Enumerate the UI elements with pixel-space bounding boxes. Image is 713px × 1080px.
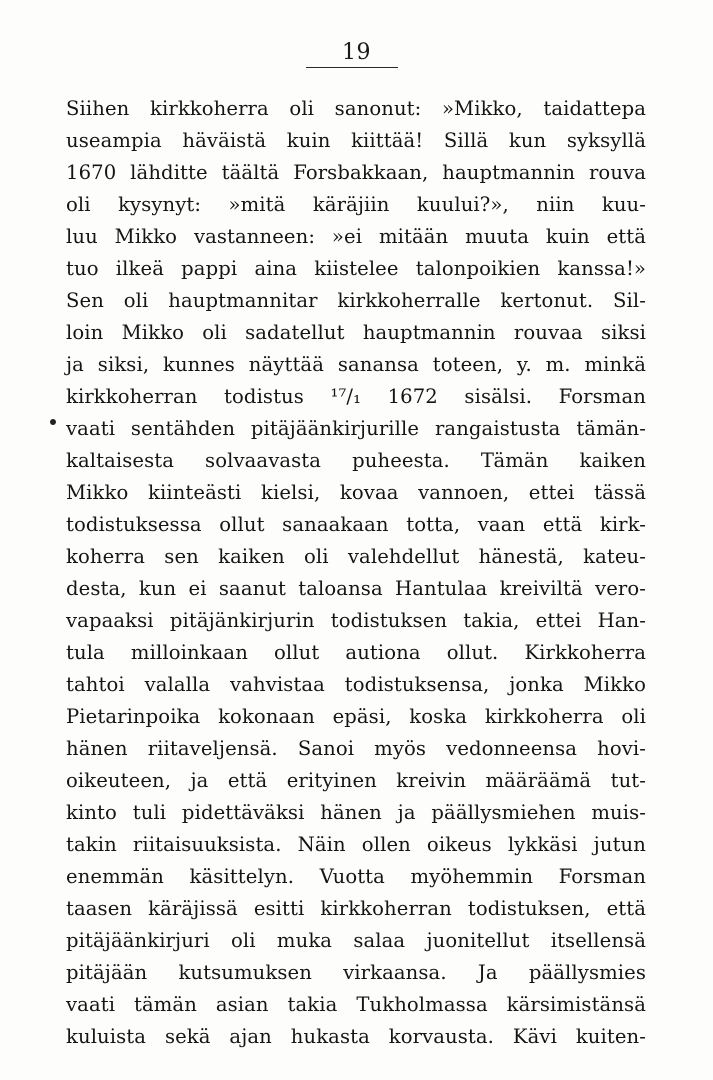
text-line: useampia häväistä kuin kiittää! Sillä kun syksyllä <box>66 129 646 152</box>
text-line: kaltaisesta solvaavasta puheesta. Tämän kaiken <box>66 449 646 472</box>
text-line: enemmän käsittelyn. Vuotta myöhemmin Forsman <box>66 865 646 888</box>
text-line: Siihen kirkkoherra oli sanonut: »Mikko, taidattepa <box>66 97 646 120</box>
text-line: Pietarinpoika kokonaan epäsi, koska kirkkoherra oli <box>66 705 646 728</box>
text-line: 1670 lähditte täältä Forsbakkaan, hauptmannin rouva <box>66 161 646 184</box>
text-line: ja siksi, kunnes näyttää sanansa toteen, y. m. minkä <box>66 353 646 376</box>
text-line: tula milloinkaan ollut autiona ollut. Kirkkoherra <box>66 641 646 664</box>
text-line: oikeuteen, ja että erityinen kreivin määräämä tut- <box>66 769 646 792</box>
text-line: vapaaksi pitäjänkirjurin todistuksen takia, ettei Han- <box>66 609 646 632</box>
text-line: takin riitaisuuksista. Näin ollen oikeus lykkäsi jutun <box>66 833 646 856</box>
text-line: todistuksessa ollut sanaakaan totta, vaan että kirk- <box>66 513 646 536</box>
text-line: loin Mikko oli sadatellut hauptmannin rouvaa siksi <box>66 321 646 344</box>
text-line: koherra sen kaiken oli valehdellut hänestä, kateu- <box>66 545 646 568</box>
text-line: vaati sentähden pitäjäänkirjurille rangaistusta tämän- <box>66 417 646 440</box>
text-line: kinto tuli pidettäväksi hänen ja päällysmiehen muis- <box>66 801 646 824</box>
body-text <box>66 93 646 1053</box>
text-line: oli kysynyt: »mitä käräjiin kuului?», niin kuu- <box>66 193 646 216</box>
text-line: Mikko kiinteästi kielsi, kovaa vannoen, ettei tässä <box>66 481 646 504</box>
text-line: taasen käräjissä esitti kirkkoherran todistuksen, että <box>66 897 646 920</box>
text-line: vaati tämän asian takia Tukholmassa kärsimistänsä <box>66 993 646 1016</box>
page-number-rule <box>306 67 398 68</box>
text-line: kuluista sekä ajan hukasta korvausta. Kävi kuiten- <box>66 1025 646 1048</box>
text-line: pitäjäänkirjuri oli muka salaa juonitellut itsellensä <box>66 929 646 952</box>
page-number: 19 <box>342 40 371 65</box>
text-line: luu Mikko vastanneen: »ei mitään muuta kuin että <box>66 225 646 248</box>
text-line: tuo ilkeä pappi aina kiistelee talonpoikien kanssa!» <box>66 257 646 280</box>
text-line: hänen riitaveljensä. Sanoi myös vedonneensa hovi- <box>66 737 646 760</box>
text-line: tahtoi valalla vahvistaa todistuksensa, jonka Mikko <box>66 673 646 696</box>
margin-mark <box>50 419 56 425</box>
text-line: pitäjään kutsumuksen virkaansa. Ja päällysmies <box>66 961 646 984</box>
text-line: desta, kun ei saanut taloansa Hantulaa kreiviltä vero- <box>66 577 646 600</box>
text-line: kirkkoherran todistus ¹⁷/₁ 1672 sisälsi. Forsman <box>66 385 646 408</box>
text-line: Sen oli hauptmannitar kirkkoherralle kertonut. Sil- <box>66 289 646 312</box>
